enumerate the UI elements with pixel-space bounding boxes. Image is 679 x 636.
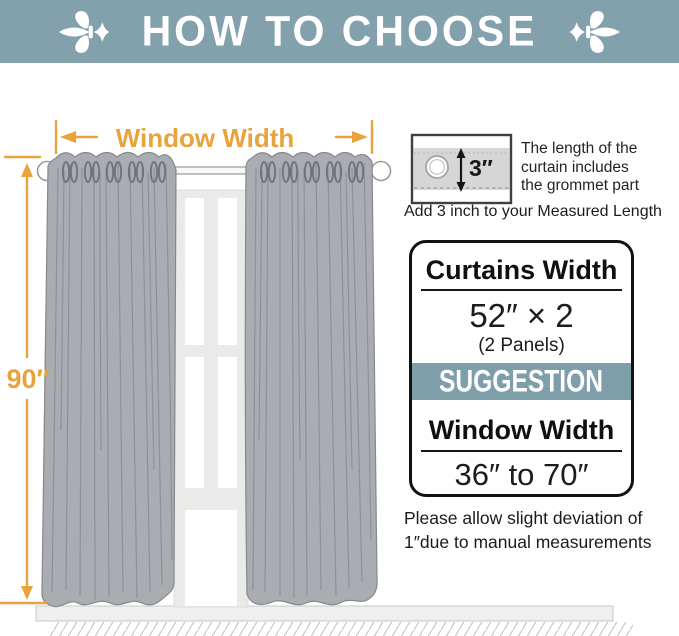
grommet-height-label: 3″: [469, 155, 493, 181]
curtains-width-header: Curtains Width: [425, 255, 618, 285]
window-width-measure: [56, 121, 372, 153]
grommet-detail-box: [412, 135, 511, 203]
arrowhead-left-icon: [60, 131, 76, 143]
rod-finial-right: [372, 162, 391, 181]
grommet-note-line2: curtain includes: [521, 158, 629, 176]
curtain-length-label: 90″: [6, 364, 50, 394]
window-width-header: Window Width: [428, 415, 615, 445]
window-width-label: Window Width: [115, 123, 295, 153]
arrowhead-down-icon: [21, 586, 33, 600]
floor-hatching: [50, 622, 633, 636]
window: [174, 190, 248, 607]
footnote-line2: 1″due to manual measurements: [404, 532, 652, 553]
grommet-note-line1: The length of the: [521, 140, 638, 157]
add-length-note: Add 3 inch to your Measured Length: [404, 203, 662, 220]
page-title: HOW TO CHOOSE: [141, 6, 538, 56]
grommet-note: [521, 140, 661, 196]
window-mullion-vertical: [204, 198, 218, 345]
fleur-de-lis-right-icon: [569, 6, 621, 58]
curtain-panel-left: [42, 153, 176, 607]
panels-count: (2 Panels): [478, 335, 565, 356]
header-banner: [0, 0, 679, 63]
footnote-line1: Please allow slight deviation of: [404, 508, 643, 528]
curtain-length-measure: [0, 157, 50, 603]
window-width-value: 36″ to 70″: [454, 457, 589, 492]
arrowhead-up-icon: [21, 163, 33, 177]
curtains-width-value: 52″ × 2: [469, 297, 574, 334]
grommet-note-line3: the grommet part: [521, 177, 640, 195]
divider: [421, 289, 622, 291]
floor: [36, 606, 633, 636]
fleur-de-lis-left-icon: [58, 6, 110, 58]
suggestion-label: SUGGESTION: [439, 363, 604, 399]
arrowhead-right-icon: [352, 131, 368, 143]
deviation-footnote: [404, 506, 674, 554]
suggestion-banner: [412, 363, 631, 400]
size-table: [409, 240, 634, 497]
curtain-panel-right: [245, 153, 377, 605]
window-mullion-horizontal: [185, 345, 237, 357]
